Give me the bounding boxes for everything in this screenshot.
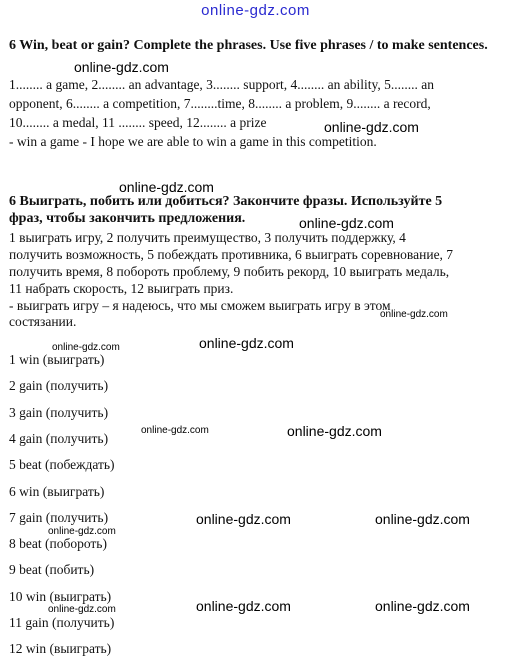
russian-line-1: 1 выиграть игру, 2 получить преимущество, 3 получить поддержку, 4 xyxy=(9,230,406,245)
watermark-text: online-gdz.com xyxy=(324,119,419,135)
english-example: - win a game - I hope we are able to win a game in this competition. xyxy=(9,134,377,149)
answer-item: 3 gain (получить) xyxy=(9,405,109,420)
watermark-text: online-gdz.com xyxy=(196,598,291,614)
watermark-text: online-gdz.com xyxy=(199,335,294,351)
russian-line-3: получить время, 8 побороть проблему, 9 побить рекорд, 10 выиграть медаль, xyxy=(9,264,450,279)
answer-item: 2 gain (получить) xyxy=(9,378,109,393)
answer-item: 8 beat (побороть) xyxy=(9,536,107,551)
watermark-text: online-gdz.com xyxy=(375,598,470,614)
russian-example-line-2: состязании. xyxy=(9,314,77,329)
watermark-text: online-gdz.com xyxy=(141,425,209,436)
answer-item: 1 win (выиграть) xyxy=(9,352,105,367)
russian-title-line-2: фраз, чтобы закончить предложения. xyxy=(9,211,246,226)
english-line-2: opponent, 6........ a competition, 7........time, 8........ a problem, 9........ a record, xyxy=(9,96,431,111)
watermark-text: online-gdz.com xyxy=(299,215,394,231)
russian-title-line-1: 6 Выиграть, побить или добиться? Закончите фразы. Используйте 5 xyxy=(9,194,443,209)
watermark-text: online-gdz.com xyxy=(74,59,169,75)
english-line-1: 1........ a game, 2........ an advantage, 3........ support, 4........ an ability, 5........ an xyxy=(9,77,435,92)
answer-item: 10 win (выиграть) xyxy=(9,589,112,604)
answer-item: 11 gain (получить) xyxy=(9,615,115,630)
watermark-text: online-gdz.com xyxy=(287,423,382,439)
answer-item: 12 win (выиграть) xyxy=(9,641,112,656)
watermark-text: online-gdz.com xyxy=(48,604,116,615)
watermark-text: online-gdz.com xyxy=(196,511,291,527)
russian-line-2: получить возможность, 5 побеждать противника, 6 выиграть соревнование, 7 xyxy=(9,247,454,262)
watermark-text: online-gdz.com xyxy=(380,309,448,320)
english-line-3: 10........ a medal, 11 ........ speed, 12........ a prize xyxy=(9,115,267,130)
answer-item: 4 gain (получить) xyxy=(9,431,109,446)
watermark-text: online-gdz.com xyxy=(375,511,470,527)
answer-item: 5 beat (побеждать) xyxy=(9,457,115,472)
watermark-text: online-gdz.com xyxy=(52,342,120,353)
watermark-text: online-gdz.com xyxy=(48,526,116,537)
answer-item: 7 gain (получить) xyxy=(9,510,109,525)
site-header-link[interactable]: online-gdz.com xyxy=(201,2,310,19)
english-exercise-title: 6 Win, beat or gain? Complete the phrases. Use five phrases / to make sentences. xyxy=(9,38,488,53)
russian-line-4: 11 набрать скорость, 12 выиграть приз. xyxy=(9,281,234,296)
russian-example-line-1: - выиграть игру – я надеюсь, что мы сможем выиграть игру в этом xyxy=(9,298,391,313)
answer-item: 6 win (выиграть) xyxy=(9,484,105,499)
watermark-text: online-gdz.com xyxy=(119,179,214,195)
answer-item: 9 beat (побить) xyxy=(9,562,95,577)
